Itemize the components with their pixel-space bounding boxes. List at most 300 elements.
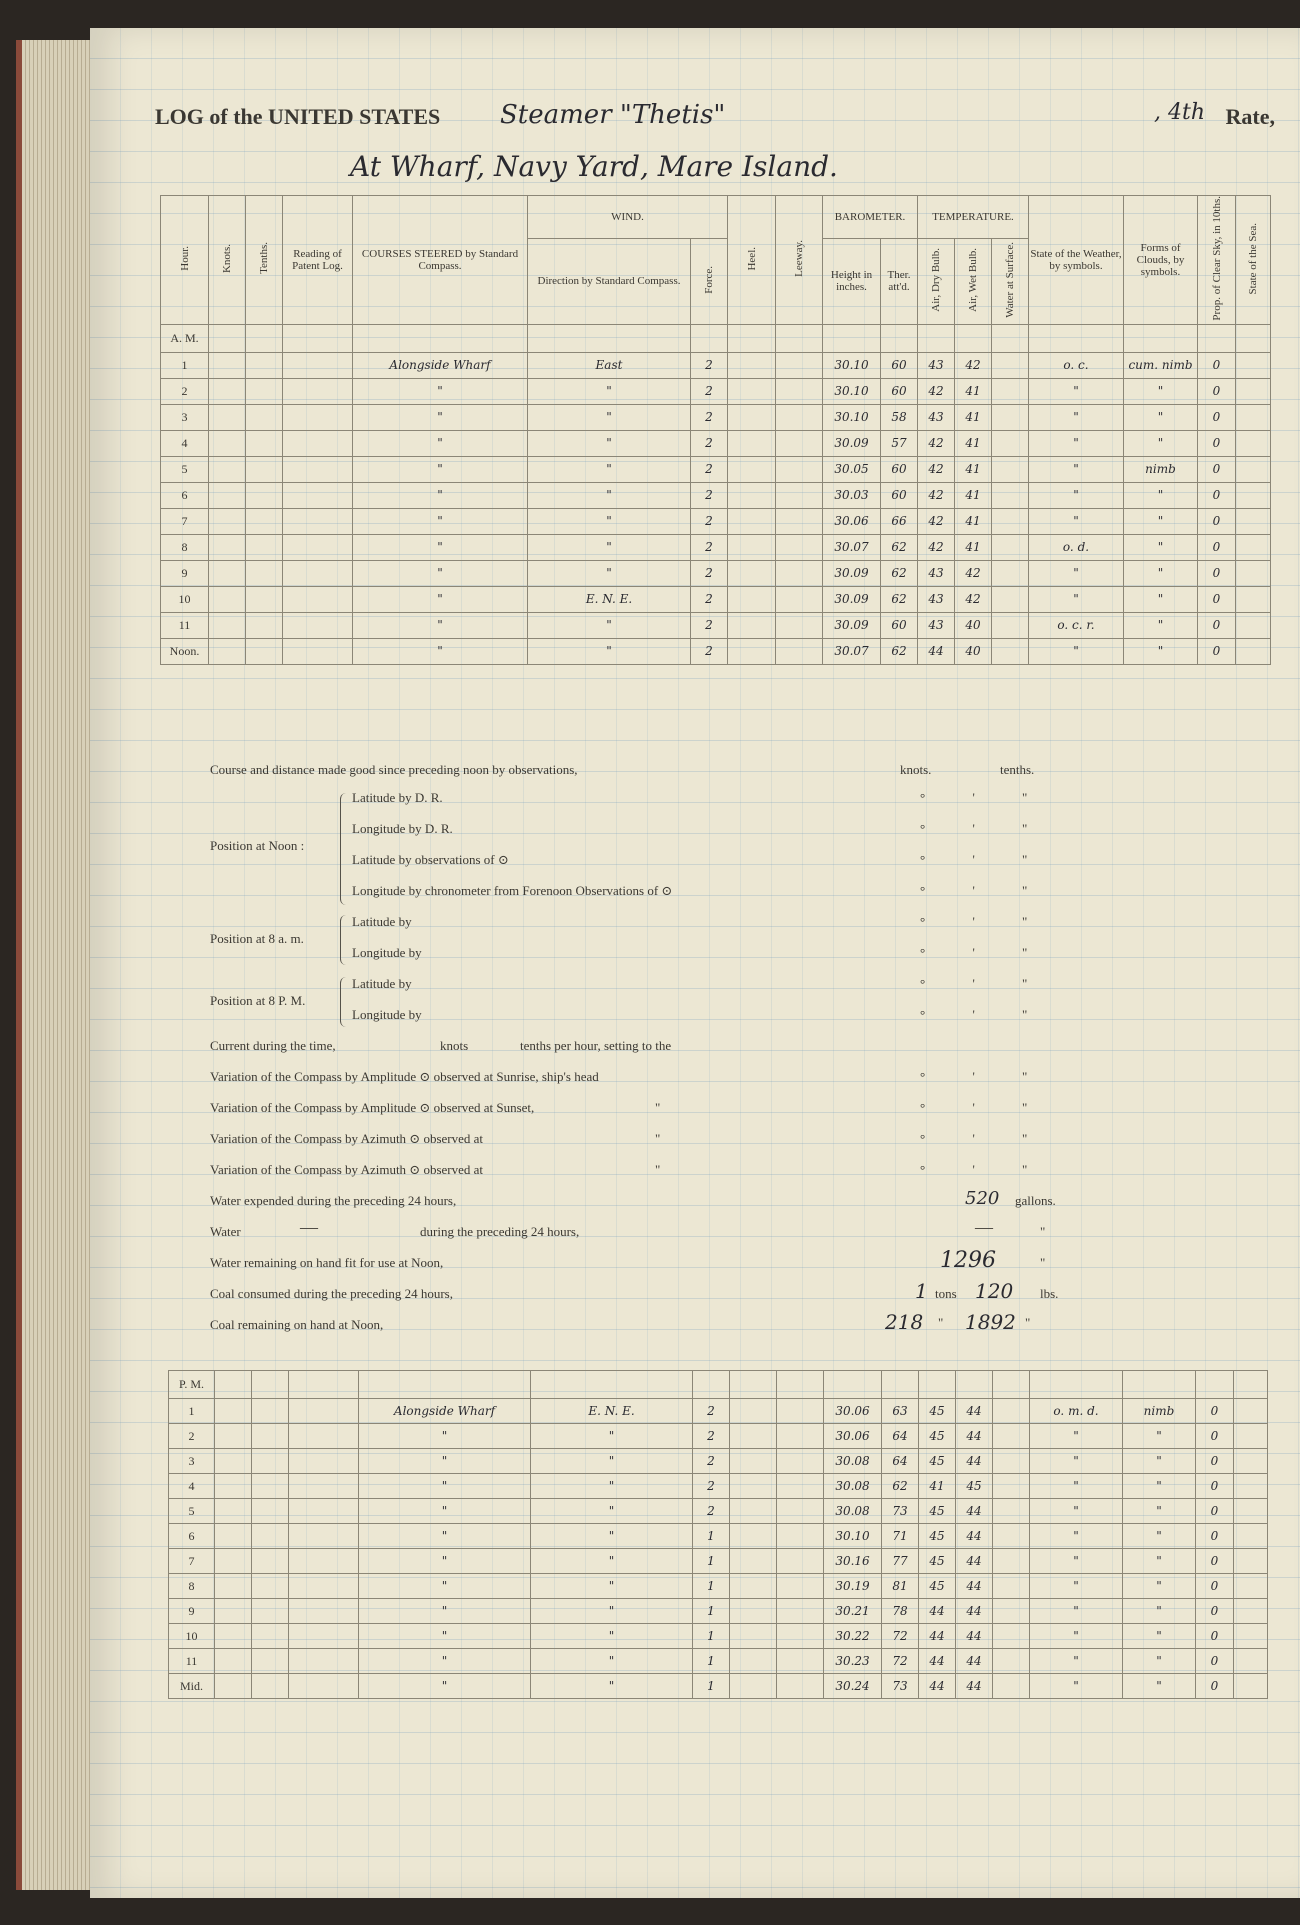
clouds-cell: " bbox=[1123, 1474, 1196, 1499]
log-row bbox=[161, 586, 1271, 612]
clouds-cell: " bbox=[1124, 404, 1198, 430]
baro-height-cell: 30.23 bbox=[824, 1649, 882, 1674]
wind-direction-cell: " bbox=[531, 1449, 693, 1474]
brace-8pm bbox=[340, 977, 349, 1027]
knots-cell bbox=[209, 430, 246, 456]
dms-azimuth-1: ° ' " bbox=[920, 1131, 1050, 1146]
coal-remaining-lbs: 1892 bbox=[965, 1310, 1016, 1334]
baro-ther-cell: 62 bbox=[882, 1474, 919, 1499]
clouds-cell: " bbox=[1124, 638, 1198, 664]
sea-cell bbox=[1236, 560, 1271, 586]
patent-log-cell bbox=[283, 430, 353, 456]
baro-height-cell: 30.06 bbox=[824, 1399, 882, 1424]
leeway-cell bbox=[777, 1574, 824, 1599]
position-8pm-label: Position at 8 P. M. bbox=[210, 993, 306, 1008]
air-dry-cell: 45 bbox=[919, 1499, 956, 1524]
long-chron: Longitude by chronometer from Forenoon Observations of ⊙ bbox=[352, 883, 673, 898]
course-cell: " bbox=[359, 1574, 531, 1599]
water-surface-cell bbox=[993, 1549, 1030, 1574]
log-header bbox=[155, 100, 1275, 140]
leeway-cell bbox=[776, 352, 823, 378]
clouds-cell: " bbox=[1123, 1424, 1196, 1449]
wind-direction-cell: " bbox=[528, 560, 691, 586]
wind-force-cell: 2 bbox=[691, 612, 728, 638]
water-surface-cell bbox=[993, 1574, 1030, 1599]
knots-cell bbox=[215, 1624, 252, 1649]
course-cell: " bbox=[359, 1649, 531, 1674]
air-dry-cell: 42 bbox=[918, 430, 955, 456]
wind-direction-cell: " bbox=[531, 1624, 693, 1649]
leeway-cell bbox=[776, 586, 823, 612]
long-by-8pm: Longitude by bbox=[352, 1007, 422, 1022]
course-cell: " bbox=[353, 378, 528, 404]
log-row bbox=[161, 352, 1271, 378]
sea-cell bbox=[1234, 1424, 1268, 1449]
knots-cell bbox=[209, 560, 246, 586]
leeway-cell bbox=[776, 404, 823, 430]
air-wet-cell: 44 bbox=[956, 1599, 993, 1624]
dms-lat-8am: ° ' " bbox=[920, 914, 1050, 929]
course-cell: Alongside Wharf bbox=[353, 352, 528, 378]
clouds-cell: " bbox=[1123, 1449, 1196, 1474]
col-temperature: TEMPERATURE. bbox=[918, 196, 1029, 239]
tenths-cell bbox=[246, 508, 283, 534]
knots-cell bbox=[209, 456, 246, 482]
knots-cell bbox=[209, 586, 246, 612]
leeway-cell bbox=[776, 534, 823, 560]
baro-ther-cell: 60 bbox=[881, 482, 918, 508]
hour-cell: Noon. bbox=[161, 638, 209, 664]
course-cell: " bbox=[353, 430, 528, 456]
lat-obs: Latitude by observations of ⊙ bbox=[352, 852, 509, 867]
air-wet-cell: 44 bbox=[956, 1549, 993, 1574]
clear-sky-cell: 0 bbox=[1198, 482, 1236, 508]
col-hour: Hour. bbox=[161, 196, 209, 325]
wind-force-cell: 2 bbox=[693, 1474, 730, 1499]
heel-cell bbox=[730, 1574, 777, 1599]
baro-height-cell: 30.21 bbox=[824, 1599, 882, 1624]
rate-number: , 4th bbox=[1154, 100, 1205, 125]
patent-log-cell bbox=[289, 1649, 359, 1674]
patent-log-cell bbox=[289, 1574, 359, 1599]
water-during: during the preceding 24 hours, bbox=[420, 1224, 580, 1239]
water-surface-cell bbox=[992, 508, 1029, 534]
sea-cell bbox=[1236, 456, 1271, 482]
clear-sky-cell: 0 bbox=[1198, 508, 1236, 534]
air-wet-cell: 44 bbox=[956, 1574, 993, 1599]
knots-cell bbox=[209, 638, 246, 664]
ditto-2: " bbox=[655, 1131, 661, 1146]
air-wet-cell: 44 bbox=[956, 1649, 993, 1674]
wind-direction-cell: " bbox=[528, 404, 691, 430]
var-azimuth-1: Variation of the Compass by Azimuth ⊙ observed at bbox=[210, 1131, 484, 1146]
clear-sky-cell: 0 bbox=[1196, 1624, 1234, 1649]
clear-sky-cell: 0 bbox=[1198, 560, 1236, 586]
var-azimuth-2: Variation of the Compass by Azimuth ⊙ observed at bbox=[210, 1162, 484, 1177]
clouds-cell: nimb bbox=[1124, 456, 1198, 482]
baro-height-cell: 30.09 bbox=[823, 560, 881, 586]
air-wet-cell: 45 bbox=[956, 1474, 993, 1499]
course-cell: " bbox=[359, 1474, 531, 1499]
knots-cell bbox=[215, 1649, 252, 1674]
log-row bbox=[169, 1574, 1268, 1599]
air-wet-cell: 44 bbox=[956, 1624, 993, 1649]
air-dry-cell: 43 bbox=[918, 586, 955, 612]
heel-cell bbox=[728, 612, 776, 638]
weather-cell: " bbox=[1030, 1649, 1123, 1674]
air-dry-cell: 43 bbox=[918, 560, 955, 586]
wind-direction-cell: " bbox=[528, 482, 691, 508]
baro-ther-cell: 71 bbox=[882, 1524, 919, 1549]
dms-sunset: ° ' " bbox=[920, 1100, 1050, 1115]
baro-height-cell: 30.05 bbox=[823, 456, 881, 482]
wind-force-cell: 1 bbox=[693, 1649, 730, 1674]
heel-cell bbox=[730, 1499, 777, 1524]
sea-cell bbox=[1236, 534, 1271, 560]
water-surface-cell bbox=[993, 1674, 1030, 1699]
wind-direction-cell: " bbox=[531, 1649, 693, 1674]
wind-force-cell: 2 bbox=[693, 1424, 730, 1449]
heel-cell bbox=[730, 1599, 777, 1624]
log-row bbox=[161, 534, 1271, 560]
baro-ther-cell: 63 bbox=[882, 1399, 919, 1424]
course-cell: " bbox=[353, 482, 528, 508]
heel-cell bbox=[730, 1674, 777, 1699]
wind-force-cell: 2 bbox=[691, 638, 728, 664]
air-wet-cell: 44 bbox=[956, 1424, 993, 1449]
water-surface-cell bbox=[992, 534, 1029, 560]
ditto-coal-2: " bbox=[1025, 1315, 1031, 1330]
current-tenths: tenths per hour, setting to the bbox=[520, 1038, 672, 1053]
log-row bbox=[161, 456, 1271, 482]
knots-cell bbox=[209, 534, 246, 560]
heel-cell bbox=[730, 1624, 777, 1649]
baro-height-cell: 30.08 bbox=[824, 1474, 882, 1499]
tenths-cell bbox=[246, 404, 283, 430]
log-row bbox=[169, 1474, 1268, 1499]
baro-height-cell: 30.16 bbox=[824, 1549, 882, 1574]
baro-ther-cell: 64 bbox=[882, 1449, 919, 1474]
sea-cell bbox=[1236, 404, 1271, 430]
water-surface-cell bbox=[993, 1624, 1030, 1649]
patent-log-cell bbox=[283, 378, 353, 404]
tenths-cell bbox=[246, 352, 283, 378]
clouds-cell: " bbox=[1124, 378, 1198, 404]
air-wet-cell: 41 bbox=[955, 534, 992, 560]
log-row bbox=[169, 1649, 1268, 1674]
course-cell: " bbox=[359, 1424, 531, 1449]
wind-direction-cell: " bbox=[531, 1599, 693, 1624]
air-wet-cell: 42 bbox=[955, 560, 992, 586]
wind-force-cell: 2 bbox=[691, 482, 728, 508]
clear-sky-cell: 0 bbox=[1196, 1424, 1234, 1449]
clouds-cell: " bbox=[1123, 1524, 1196, 1549]
col-air-dry: Air, Dry Bulb. bbox=[918, 238, 955, 324]
tenths-cell bbox=[252, 1499, 289, 1524]
baro-height-cell: 30.09 bbox=[823, 612, 881, 638]
col-patent-log: Reading of Patent Log. bbox=[283, 196, 353, 325]
log-row bbox=[169, 1674, 1268, 1699]
air-dry-cell: 42 bbox=[918, 534, 955, 560]
leeway-cell bbox=[777, 1499, 824, 1524]
weather-cell: " bbox=[1030, 1624, 1123, 1649]
clouds-cell: " bbox=[1124, 534, 1198, 560]
knots-cell bbox=[215, 1599, 252, 1624]
col-tenths: Tenths. bbox=[246, 196, 283, 325]
water-surface-cell bbox=[993, 1524, 1030, 1549]
heel-cell bbox=[728, 534, 776, 560]
air-dry-cell: 44 bbox=[919, 1599, 956, 1624]
knots-label: knots. bbox=[900, 762, 932, 777]
wind-direction-cell: E. N. E. bbox=[531, 1399, 693, 1424]
heel-cell bbox=[730, 1449, 777, 1474]
tenths-cell bbox=[252, 1474, 289, 1499]
air-dry-cell: 42 bbox=[918, 482, 955, 508]
clear-sky-cell: 0 bbox=[1196, 1524, 1234, 1549]
course-cell: " bbox=[359, 1499, 531, 1524]
clouds-cell: " bbox=[1124, 586, 1198, 612]
tenths-cell bbox=[252, 1599, 289, 1624]
baro-height-cell: 30.10 bbox=[823, 404, 881, 430]
weather-cell: " bbox=[1030, 1499, 1123, 1524]
sea-cell bbox=[1234, 1574, 1268, 1599]
knots-cell bbox=[215, 1474, 252, 1499]
var-sunset: Variation of the Compass by Amplitude ⊙ observed at Sunset, bbox=[210, 1100, 535, 1115]
wind-direction-cell: " bbox=[531, 1424, 693, 1449]
clear-sky-cell: 0 bbox=[1196, 1474, 1234, 1499]
col-clear-sky: Prop. of Clear Sky, in 10ths. bbox=[1198, 196, 1236, 325]
am-label: A. M. bbox=[161, 324, 209, 352]
course-cell: " bbox=[353, 586, 528, 612]
water-surface-cell bbox=[992, 638, 1029, 664]
baro-height-cell: 30.19 bbox=[824, 1574, 882, 1599]
baro-height-cell: 30.08 bbox=[824, 1499, 882, 1524]
weather-cell: " bbox=[1030, 1574, 1123, 1599]
sea-cell bbox=[1234, 1474, 1268, 1499]
air-dry-cell: 43 bbox=[918, 612, 955, 638]
weather-cell: o. c. r. bbox=[1029, 612, 1124, 638]
heel-cell bbox=[728, 586, 776, 612]
col-water-surface: Water at Surface. bbox=[992, 238, 1029, 324]
heel-cell bbox=[728, 560, 776, 586]
weather-cell: o. c. bbox=[1029, 352, 1124, 378]
hour-cell: Mid. bbox=[169, 1674, 215, 1699]
clouds-cell: " bbox=[1123, 1549, 1196, 1574]
course-cell: " bbox=[353, 456, 528, 482]
knots-cell bbox=[215, 1549, 252, 1574]
weather-cell: " bbox=[1029, 508, 1124, 534]
wind-direction-cell: " bbox=[531, 1474, 693, 1499]
patent-log-cell bbox=[289, 1524, 359, 1549]
air-dry-cell: 43 bbox=[918, 404, 955, 430]
weather-cell: " bbox=[1030, 1449, 1123, 1474]
hour-cell: 7 bbox=[161, 508, 209, 534]
sea-cell bbox=[1234, 1674, 1268, 1699]
baro-ther-cell: 60 bbox=[881, 378, 918, 404]
leeway-cell bbox=[777, 1449, 824, 1474]
long-dr: Longitude by D. R. bbox=[352, 821, 453, 836]
col-clouds: Forms of Clouds, by symbols. bbox=[1124, 196, 1198, 325]
log-row bbox=[169, 1624, 1268, 1649]
clear-sky-cell: 0 bbox=[1198, 456, 1236, 482]
heel-cell bbox=[730, 1649, 777, 1674]
log-row bbox=[169, 1599, 1268, 1624]
ditto-1: " bbox=[655, 1100, 661, 1115]
wind-force-cell: 2 bbox=[691, 560, 728, 586]
col-weather: State of the Weather, by symbols. bbox=[1029, 196, 1124, 325]
hour-cell: 9 bbox=[169, 1599, 215, 1624]
tenths-cell bbox=[252, 1399, 289, 1424]
clear-sky-cell: 0 bbox=[1198, 430, 1236, 456]
baro-ther-cell: 60 bbox=[881, 352, 918, 378]
log-title: LOG of the UNITED STATES bbox=[155, 104, 441, 129]
baro-ther-cell: 66 bbox=[881, 508, 918, 534]
patent-log-cell bbox=[289, 1549, 359, 1574]
water-surface-cell bbox=[992, 456, 1029, 482]
tenths-cell bbox=[252, 1674, 289, 1699]
log-row bbox=[161, 560, 1271, 586]
knots-cell bbox=[215, 1449, 252, 1474]
air-dry-cell: 44 bbox=[919, 1674, 956, 1699]
clear-sky-cell: 0 bbox=[1198, 586, 1236, 612]
col-air-wet: Air, Wet Bulb. bbox=[955, 238, 992, 324]
tenths-cell bbox=[252, 1449, 289, 1474]
sea-cell bbox=[1236, 508, 1271, 534]
clouds-cell: " bbox=[1124, 430, 1198, 456]
hour-cell: 10 bbox=[161, 586, 209, 612]
log-row bbox=[161, 378, 1271, 404]
patent-log-cell bbox=[289, 1399, 359, 1424]
weather-cell: " bbox=[1029, 430, 1124, 456]
course-cell: " bbox=[353, 612, 528, 638]
knots-cell bbox=[209, 482, 246, 508]
baro-ther-cell: 57 bbox=[881, 430, 918, 456]
tenths-label: tenths. bbox=[1000, 762, 1035, 777]
gallons-label: gallons. bbox=[1015, 1193, 1056, 1208]
clouds-cell: " bbox=[1124, 482, 1198, 508]
air-wet-cell: 40 bbox=[955, 612, 992, 638]
heel-cell bbox=[728, 404, 776, 430]
tenths-cell bbox=[252, 1624, 289, 1649]
leeway-cell bbox=[776, 456, 823, 482]
knots-cell bbox=[215, 1574, 252, 1599]
wind-direction-cell: " bbox=[531, 1674, 693, 1699]
weather-cell: " bbox=[1029, 378, 1124, 404]
water-surface-cell bbox=[993, 1424, 1030, 1449]
hour-cell: 4 bbox=[161, 430, 209, 456]
wind-force-cell: 2 bbox=[691, 534, 728, 560]
course-cell: " bbox=[353, 404, 528, 430]
baro-height-cell: 30.10 bbox=[823, 352, 881, 378]
wind-direction-cell: " bbox=[528, 534, 691, 560]
tenths-cell bbox=[246, 560, 283, 586]
baro-ther-cell: 73 bbox=[882, 1499, 919, 1524]
patent-log-cell bbox=[283, 482, 353, 508]
leeway-cell bbox=[777, 1399, 824, 1424]
baro-height-cell: 30.06 bbox=[824, 1424, 882, 1449]
col-heel: Heel. bbox=[728, 196, 776, 325]
baro-ther-cell: 72 bbox=[882, 1649, 919, 1674]
baro-ther-cell: 78 bbox=[882, 1599, 919, 1624]
sea-cell bbox=[1236, 586, 1271, 612]
clouds-cell: " bbox=[1123, 1624, 1196, 1649]
position-8am-label: Position at 8 a. m. bbox=[210, 931, 304, 946]
leeway-cell bbox=[776, 378, 823, 404]
baro-height-cell: 30.06 bbox=[823, 508, 881, 534]
weather-cell: " bbox=[1030, 1549, 1123, 1574]
heel-cell bbox=[730, 1424, 777, 1449]
air-dry-cell: 44 bbox=[918, 638, 955, 664]
dms-long-8am: ° ' " bbox=[920, 945, 1050, 960]
wind-force-cell: 1 bbox=[693, 1599, 730, 1624]
course-made-good: Course and distance made good since preceding noon by observations, bbox=[210, 762, 578, 777]
patent-log-cell bbox=[283, 352, 353, 378]
course-cell: " bbox=[353, 638, 528, 664]
pm-label: P. M. bbox=[169, 1371, 215, 1399]
baro-height-cell: 30.10 bbox=[824, 1524, 882, 1549]
air-wet-cell: 42 bbox=[955, 586, 992, 612]
hour-cell: 8 bbox=[169, 1574, 215, 1599]
coal-consumed: Coal consumed during the preceding 24 hours, bbox=[210, 1286, 453, 1301]
clouds-cell: " bbox=[1123, 1599, 1196, 1624]
weather-cell: " bbox=[1030, 1424, 1123, 1449]
wind-force-cell: 2 bbox=[691, 456, 728, 482]
col-wind-force: Force. bbox=[691, 238, 728, 324]
hour-cell: 11 bbox=[161, 612, 209, 638]
air-dry-cell: 42 bbox=[918, 378, 955, 404]
rate-label: Rate, bbox=[1225, 104, 1275, 129]
ditto-3: " bbox=[655, 1162, 661, 1177]
knots-cell bbox=[215, 1399, 252, 1424]
clouds-cell: " bbox=[1123, 1499, 1196, 1524]
air-dry-cell: 41 bbox=[919, 1474, 956, 1499]
wind-force-cell: 2 bbox=[691, 352, 728, 378]
weather-cell: " bbox=[1030, 1474, 1123, 1499]
sea-cell bbox=[1236, 352, 1271, 378]
tenths-cell bbox=[246, 612, 283, 638]
baro-ther-cell: 60 bbox=[881, 612, 918, 638]
water-remaining-value: 1296 bbox=[940, 1248, 996, 1273]
water-surface-cell bbox=[993, 1649, 1030, 1674]
wind-force-cell: 1 bbox=[693, 1624, 730, 1649]
log-row bbox=[161, 430, 1271, 456]
clear-sky-cell: 0 bbox=[1198, 534, 1236, 560]
patent-log-cell bbox=[289, 1499, 359, 1524]
wind-force-cell: 1 bbox=[693, 1574, 730, 1599]
baro-ther-cell: 62 bbox=[881, 534, 918, 560]
leeway-cell bbox=[776, 560, 823, 586]
hour-cell: 11 bbox=[169, 1649, 215, 1674]
sea-cell bbox=[1236, 430, 1271, 456]
wind-direction-cell: " bbox=[531, 1574, 693, 1599]
patent-log-cell bbox=[283, 456, 353, 482]
var-sunrise: Variation of the Compass by Amplitude ⊙ observed at Sunrise, ship's head bbox=[210, 1069, 599, 1084]
air-wet-cell: 41 bbox=[955, 430, 992, 456]
air-dry-cell: 45 bbox=[919, 1549, 956, 1574]
baro-ther-cell: 58 bbox=[881, 404, 918, 430]
wind-force-cell: 1 bbox=[693, 1524, 730, 1549]
weather-cell: " bbox=[1030, 1524, 1123, 1549]
sea-cell bbox=[1234, 1449, 1268, 1474]
clear-sky-cell: 0 bbox=[1198, 352, 1236, 378]
clear-sky-cell: 0 bbox=[1196, 1674, 1234, 1699]
wind-force-cell: 1 bbox=[693, 1674, 730, 1699]
water-surface-cell bbox=[992, 560, 1029, 586]
knots-cell bbox=[209, 404, 246, 430]
heel-cell bbox=[730, 1474, 777, 1499]
heel-cell bbox=[728, 482, 776, 508]
air-wet-cell: 41 bbox=[955, 508, 992, 534]
